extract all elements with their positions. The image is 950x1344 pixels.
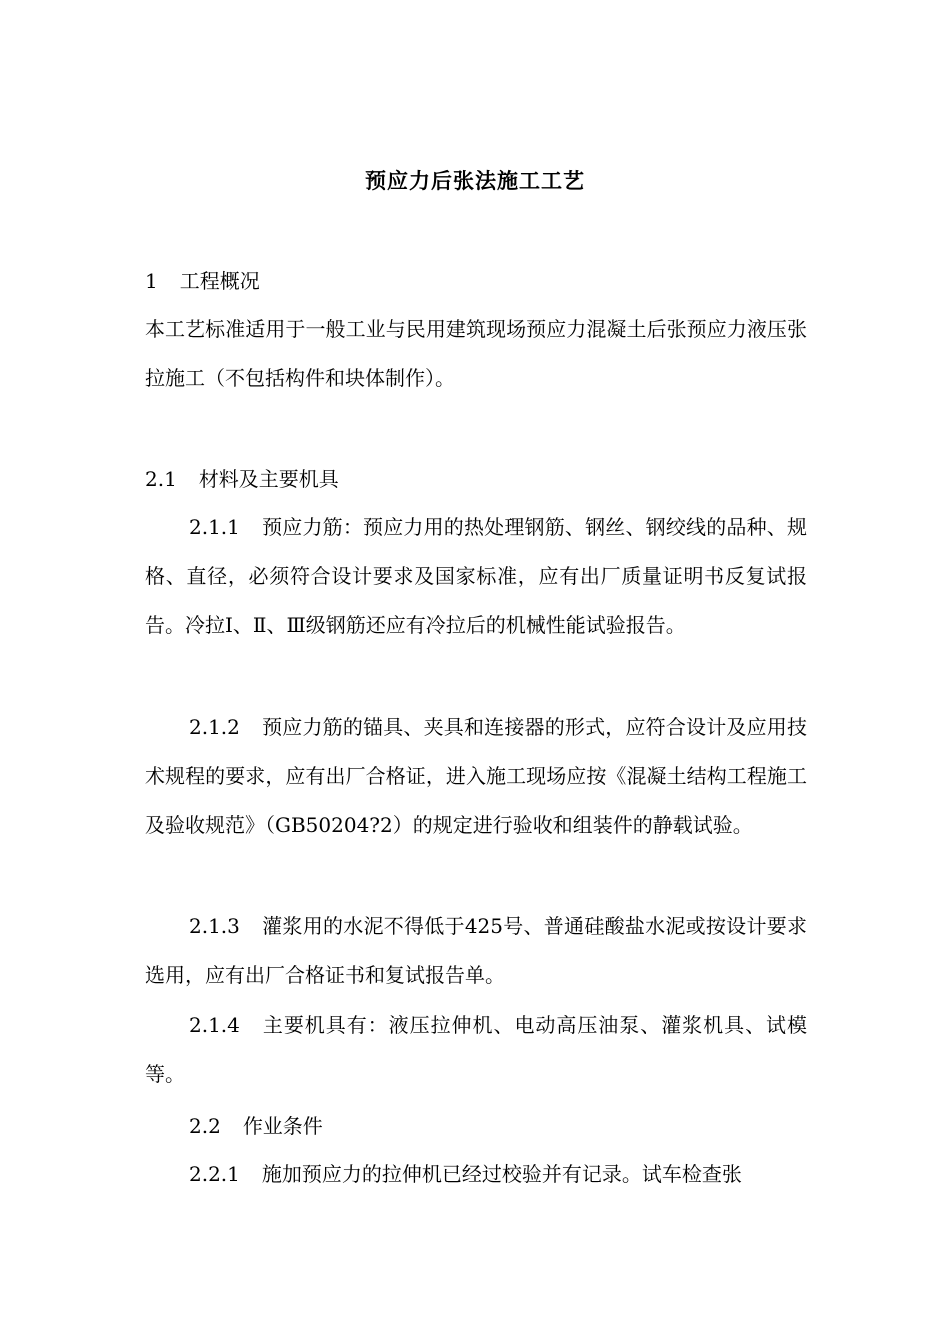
clause-number: 2.1.4 (189, 1013, 240, 1037)
paragraph-2-1-2 (145, 703, 807, 850)
section-heading-2-1 (145, 464, 339, 494)
clause-text: 预应力筋：预应力用的热处理钢筋、钢丝、钢绞线的品种、规格、直径，必须符合设计要求及国家标准，应有出厂质量证明书反复试报告。冷拉Ⅰ、Ⅱ、Ⅲ级钢筋还应有冷拉后的机械性能试验报告。 (145, 515, 807, 637)
section-heading-2-2 (189, 1111, 323, 1141)
section-number: 2.2 (189, 1114, 221, 1138)
paragraph-2-2-1 (145, 1150, 807, 1199)
clause-text: 灌浆用的水泥不得低于425号、普通硅酸盐水泥或按设计要求选用，应有出厂合格证书和复试报告单。 (145, 914, 807, 987)
clause-text: 预应力筋的锚具、夹具和连接器的形式，应符合设计及应用技术规程的要求，应有出厂合格证，进入施工现场应按《混凝土结构工程施工及验收规范》（GB50204?2）的规定进行验收和组装件的静载试验。 (145, 715, 807, 837)
section-number: 1 (145, 269, 158, 293)
paragraph-2-1-3 (145, 902, 807, 1000)
clause-number: 2.1.3 (189, 914, 240, 938)
section-number: 2.1 (145, 467, 177, 491)
section-title: 工程概况 (179, 269, 260, 293)
document-title: 预应力后张法施工工艺 (365, 168, 585, 193)
section-title: 作业条件 (242, 1114, 323, 1138)
section-heading-1 (145, 266, 260, 296)
section-title: 材料及主要机具 (198, 467, 339, 491)
clause-text: 施加预应力的拉伸机已经过校验并有记录。试车检查张 (261, 1162, 742, 1186)
clause-text: 主要机具有：液压拉伸机、电动高压油泵、灌浆机具、试模等。 (145, 1013, 807, 1086)
clause-number: 2.2.1 (189, 1162, 240, 1186)
paragraph-2-1-4 (145, 1001, 807, 1099)
clause-number: 2.1.1 (189, 515, 240, 539)
paragraph-2-1-1 (145, 503, 807, 650)
clause-number: 2.1.2 (189, 715, 240, 739)
paragraph-scope: 本工艺标准适用于一般工业与民用建筑现场预应力混凝土后张预应力液压张拉施工（不包括构件和块体制作）。 (145, 317, 807, 390)
